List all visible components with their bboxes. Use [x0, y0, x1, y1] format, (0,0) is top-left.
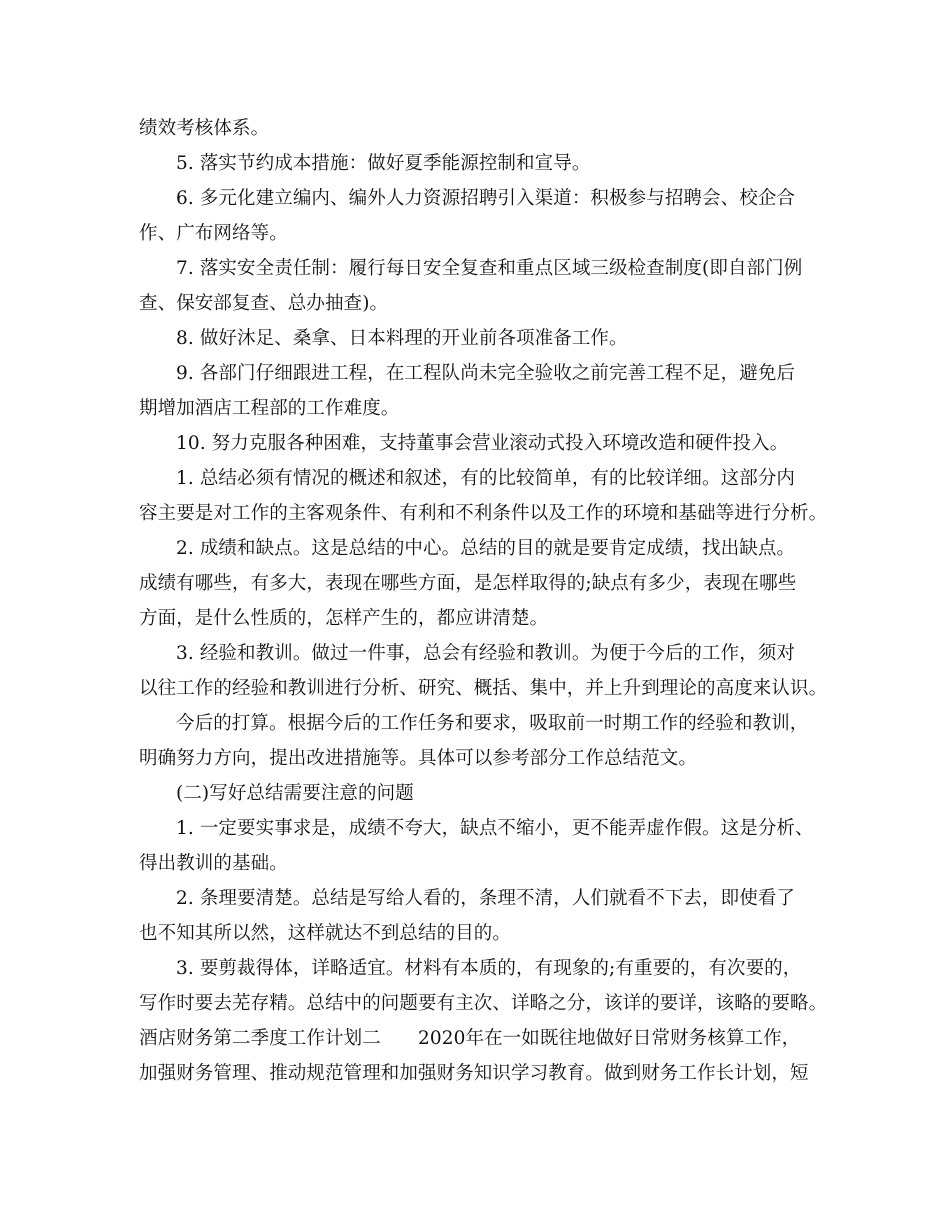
text-line: 期增加酒店工程部的工作难度。: [139, 398, 400, 419]
text-line: 10. 努力克服各种困难，支持董事会营业滚动式投入环境改造和硬件投入。: [176, 433, 789, 454]
text-line: 5. 落实节约成本措施：做好夏季能源控制和宣导。: [176, 153, 591, 174]
text-line: 明确努力方向，提出改进措施等。具体可以参考部分工作总结范文。: [139, 748, 698, 769]
text-line: 3. 经验和教训。做过一件事，总会有经验和教训。为便于今后的工作，须对: [176, 643, 796, 664]
text-line: 7. 落实安全责任制：履行每日安全复查和重点区域三级检查制度(即自部门例: [176, 258, 803, 279]
text-line: 容主要是对工作的主客观条件、有利和不利条件以及工作的环境和基础等进行分析。: [139, 503, 828, 524]
text-line: 9. 各部门仔细跟进工程，在工程队尚未完全验收之前完善工程不足，避免后: [176, 363, 796, 384]
text-line: 作、广布网络等。: [139, 223, 288, 244]
text-line: 查、保安部复查、总办抽查)。: [139, 293, 389, 314]
text-line: 6. 多元化建立编内、编外人力资源招聘引入渠道：积极参与招聘会、校企合: [176, 188, 796, 209]
section-heading: (二)写好总结需要注意的问题: [176, 783, 414, 804]
text-line: 酒店财务第二季度工作计划二 2020年在一如既往地做好日常财务核算工作，: [139, 1028, 801, 1049]
text-line: 加强财务管理、推动规范管理和加强财务知识学习教育。做到财务工作长计划，短: [139, 1063, 809, 1084]
text-line: 1. 总结必须有情况的概述和叙述，有的比较简单，有的比较详细。这部分内: [176, 468, 796, 489]
text-line: 今后的打算。根据今后的工作任务和要求，吸取前一时期工作的经验和教训，: [176, 713, 809, 734]
text-line: 2. 成绩和缺点。这是总结的中心。总结的目的就是要肯定成绩，找出缺点。: [176, 538, 796, 559]
text-line: 也不知其所以然，这样就达不到总结的目的。: [139, 923, 512, 944]
text-line: 得出教训的基础。: [139, 853, 288, 874]
text-line: 2. 条理要清楚。总结是写给人看的，条理不清，人们就看不下去，即使看了: [176, 888, 796, 909]
text-line: 3. 要剪裁得体，详略适宜。材料有本质的，有现象的;有重要的，有次要的，: [176, 958, 802, 979]
text-line: 1. 一定要实事求是，成绩不夸大，缺点不缩小，更不能弄虚作假。这是分析、: [176, 818, 814, 839]
text-line: 写作时要去芜存精。总结中的问题要有主次、详略之分，该详的要详，该略的要略。: [139, 993, 828, 1014]
text-line: 以往工作的经验和教训进行分析、研究、概括、集中，并上升到理论的高度来认识。: [139, 678, 828, 699]
text-line: 成绩有哪些，有多大，表现在哪些方面，是怎样取得的;缺点有多少，表现在哪些: [139, 573, 797, 594]
text-line: 绩效考核体系。: [139, 118, 270, 139]
text-line: 8. 做好沐足、桑拿、日本料理的开业前各项准备工作。: [176, 328, 628, 349]
text-line: 方面，是什么性质的，怎样产生的，都应讲清楚。: [139, 608, 549, 629]
